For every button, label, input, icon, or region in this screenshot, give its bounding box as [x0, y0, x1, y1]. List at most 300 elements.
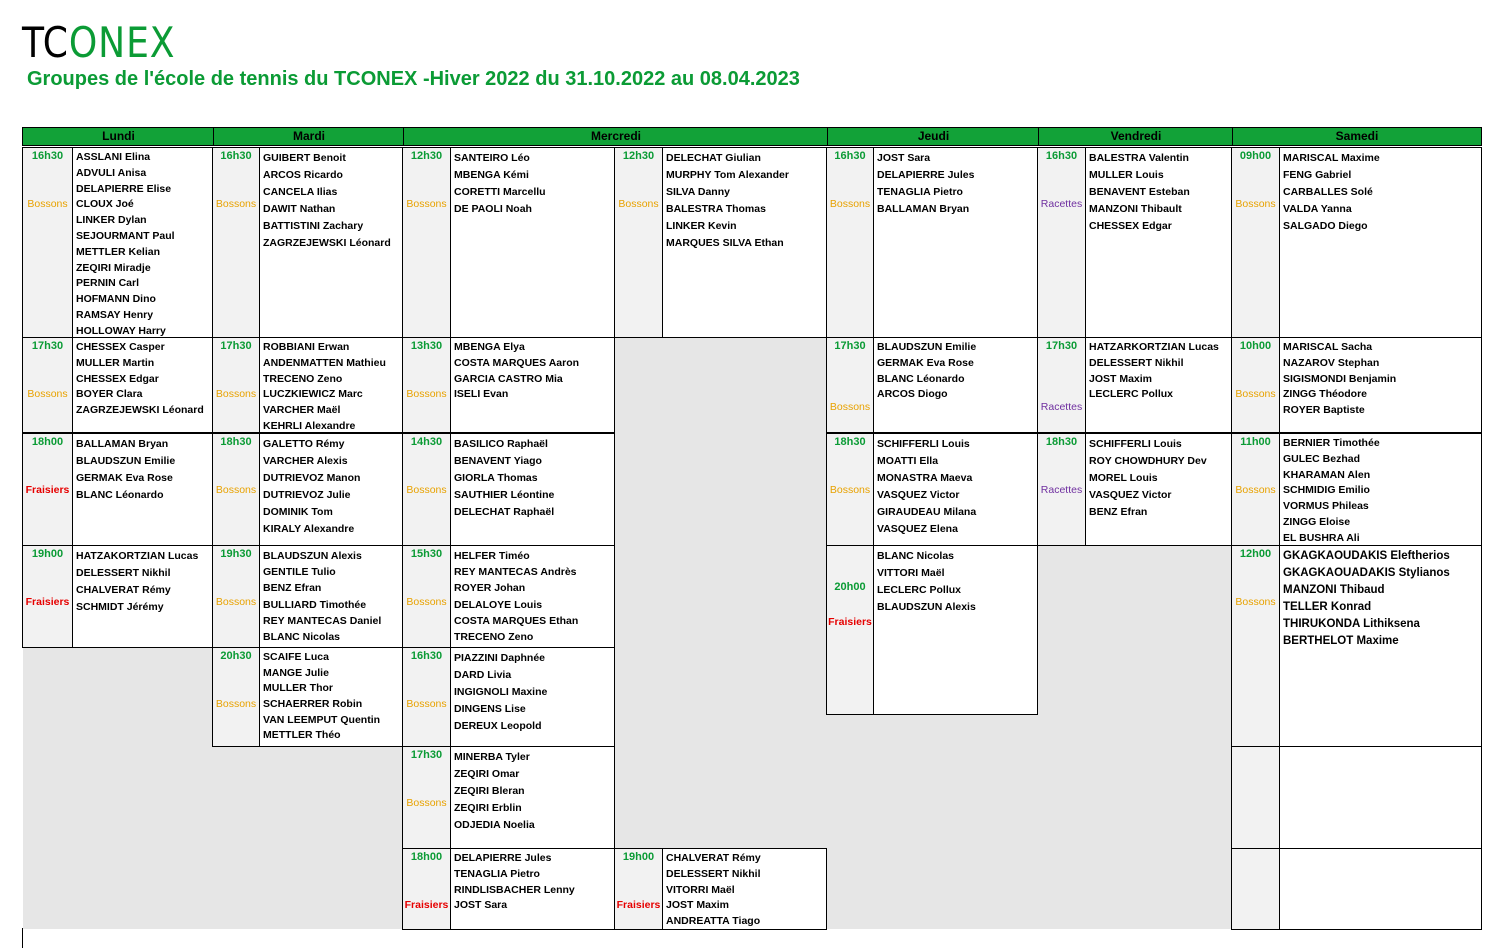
time-label: 19h00: [31, 548, 64, 560]
group-cell-mardi-17h30: [212, 337, 403, 433]
empty-area-lundi: [23, 647, 213, 929]
player-name: BLAUDSZUN Alexis: [263, 550, 362, 562]
time-label: 18h30: [220, 436, 252, 448]
group-cell-samedi-empty: [1231, 746, 1482, 849]
player-name: DELAPIERRE Jules: [454, 852, 552, 864]
time-column: [1232, 849, 1280, 929]
location-label-bossons: Bossons: [215, 388, 257, 400]
time-label: 18h30: [834, 436, 866, 448]
time-label: 10h00: [1239, 340, 1272, 352]
player-name: JOST Sara: [877, 152, 931, 164]
player-list: [1089, 150, 1229, 235]
player-name: MULLER Louis: [1089, 169, 1164, 181]
player-name: COSTA MARQUES Aaron: [454, 356, 580, 369]
player-name: DELECHAT Raphaël: [454, 506, 555, 518]
player-name: INGIGNOLI Maxine: [454, 686, 548, 698]
time-label: 16h30: [410, 650, 443, 662]
time-label: 11h00: [1240, 436, 1271, 448]
location-label-bossons: Bossons: [406, 797, 447, 809]
player-name: CORETTI Marcellu: [454, 186, 546, 198]
location-label-fraisiers: Fraisiers: [828, 616, 872, 628]
time-label: 16h30: [834, 150, 866, 162]
player-name: HOFMANN Dino: [76, 293, 156, 306]
player-name: ZEQIRI Miradje: [76, 261, 151, 274]
group-cell-mardi-19h30: [212, 545, 403, 648]
player-name: VARCHER Alexis: [263, 455, 348, 467]
player-list: [666, 851, 824, 930]
group-cell-mercredi-19h00: [614, 848, 827, 930]
time-column: [23, 546, 73, 647]
player-name: DELAPIERRE Elise: [76, 182, 172, 195]
player-name: BLANC Nicolas: [263, 630, 341, 643]
time-label: 17h30: [410, 749, 443, 761]
player-list: [1089, 436, 1229, 521]
player-name: ROBBIANI Erwan: [263, 341, 350, 353]
player-name: REY MANTECAS Andrès: [454, 566, 577, 579]
player-list: [1283, 150, 1479, 235]
group-cell-lundi-18h00: [22, 433, 213, 546]
player-name: MOATTI Ella: [877, 455, 939, 467]
group-cell-mercredi-14h30: [402, 433, 615, 546]
player-name: MARQUES SILVA Ethan: [666, 237, 784, 249]
group-cell-mercredi-13h30: [402, 337, 615, 433]
time-column: [1232, 148, 1280, 337]
player-name: SAUTHIER Léontine: [454, 489, 555, 501]
location-label-racettes: Racettes: [1040, 484, 1083, 496]
player-name: BULLIARD Timothée: [263, 598, 367, 611]
player-name: MARISCAL Sacha: [1283, 341, 1373, 353]
player-name: SCHMIDT Jérémy: [76, 601, 164, 613]
time-label: 09h00: [1239, 150, 1272, 162]
player-list: [76, 150, 210, 338]
player-name: ROY CHOWDHURY Dev: [1089, 455, 1207, 467]
player-name: BENZ Efran: [263, 582, 322, 595]
player-name: HELFER Timéo: [454, 550, 530, 562]
time-column: [615, 849, 663, 929]
day-header-lundi: Lundi: [22, 127, 214, 146]
time-label: 17h30: [1045, 340, 1078, 352]
player-name: BOYER Clara: [76, 388, 143, 401]
time-label: 12h30: [410, 150, 443, 162]
tconex-logo: [22, 20, 175, 66]
time-label: 18h30: [1045, 436, 1078, 448]
group-cell-vendredi-18h30: [1037, 433, 1232, 546]
location-label-bossons: Bossons: [215, 198, 257, 210]
time-column: [1038, 338, 1086, 432]
player-name: SCHMIDIG Emilio: [1283, 484, 1370, 497]
player-list: [877, 150, 1035, 218]
group-cell-samedi-11h00: [1231, 433, 1482, 546]
player-name: DE PAOLI Noah: [454, 203, 532, 215]
player-name: VALDA Yanna: [1283, 203, 1352, 215]
time-label: 17h30: [31, 340, 64, 352]
player-list: [263, 650, 400, 744]
player-name: VASQUEZ Victor: [1089, 489, 1172, 501]
time-label: 19h00: [622, 851, 655, 863]
time-column: [403, 747, 451, 848]
player-name: DOMINIK Tom: [263, 506, 333, 518]
day-header-samedi: Samedi: [1232, 127, 1482, 146]
player-name: CANCELA Ilias: [263, 186, 338, 198]
time-column: [615, 148, 663, 337]
location-label-fraisiers: Fraisiers: [25, 484, 70, 496]
group-cell-lundi-17h30: [22, 337, 213, 433]
time-column: [213, 338, 260, 432]
player-name: CHESSEX Edgar: [76, 372, 159, 385]
location-label-bossons: Bossons: [215, 698, 257, 710]
location-label-bossons: Bossons: [406, 596, 447, 608]
player-name: BENAVENT Yiago: [454, 455, 542, 467]
player-name: VASQUEZ Victor: [877, 489, 960, 501]
time-column: [23, 338, 73, 432]
player-list: [877, 548, 1035, 616]
empty-area-vendredi: [1038, 545, 1232, 929]
player-list: [454, 851, 612, 914]
player-name: CHESSEX Casper: [76, 341, 165, 353]
player-name: PERNIN Carl: [76, 277, 140, 290]
time-column: [403, 849, 451, 929]
player-name: MULLER Thor: [263, 682, 333, 695]
group-cell-jeudi-16h30: [826, 147, 1038, 338]
player-list: [454, 548, 612, 645]
group-cell-mercredi-16h30: [402, 647, 615, 747]
player-name: GERMAK Eva Rose: [76, 472, 173, 484]
time-label: 12h00: [1239, 548, 1272, 560]
group-cell-mardi-18h30: [212, 433, 403, 546]
location-label-bossons: Bossons: [215, 596, 257, 608]
player-list: [454, 150, 612, 218]
location-label-bossons: Bossons: [829, 198, 871, 210]
player-name: VORMUS Phileas: [1283, 500, 1369, 513]
player-name: ZINGG Théodore: [1283, 388, 1367, 401]
location-label-bossons: Bossons: [829, 484, 871, 496]
time-column: [1038, 434, 1086, 545]
player-name: HOLLOWAY Harry: [76, 324, 166, 337]
player-list: [1283, 548, 1479, 650]
player-list: [263, 436, 400, 538]
player-name: JOST Maxim: [1089, 372, 1153, 385]
player-name: GENTILE Tulio: [263, 566, 336, 579]
player-name: CHESSEX Edgar: [1089, 220, 1172, 232]
player-name: GARCIA CASTRO Mia: [454, 372, 563, 385]
player-name: ASSLANI Elina: [76, 151, 151, 163]
player-name: ISELI Evan: [454, 388, 509, 401]
player-name: MURPHY Tom Alexander: [666, 169, 789, 181]
time-column: [213, 434, 260, 545]
time-column: [403, 648, 451, 746]
time-label: 16h30: [220, 150, 252, 162]
player-name: BLAUDSZUN Emilie: [76, 455, 176, 467]
location-label-fraisiers: Fraisiers: [404, 899, 449, 911]
time-column: [403, 546, 451, 647]
player-name: BENAVENT Esteban: [1089, 186, 1190, 198]
player-name: VARCHER Maël: [263, 404, 341, 417]
player-name: TENAGLIA Pietro: [877, 186, 963, 198]
player-name: ZAGRZEJEWSKI Léonard: [263, 237, 391, 249]
location-label-bossons: Bossons: [1235, 484, 1276, 496]
group-cell-jeudi-18h30: [826, 433, 1038, 546]
time-column: [1232, 338, 1280, 432]
player-name: LECLERC Pollux: [877, 584, 962, 596]
player-name: TELLER Konrad: [1283, 601, 1372, 613]
player-list: [454, 340, 612, 403]
player-name: EL BUSHRA Ali: [1283, 531, 1360, 544]
location-label-fraisiers: Fraisiers: [25, 596, 70, 608]
time-column: [1232, 434, 1280, 545]
location-label-bossons: Bossons: [1235, 388, 1276, 400]
player-name: GULEC Bezhad: [1283, 452, 1361, 465]
player-list: [877, 340, 1035, 403]
group-cell-lundi-19h00: [22, 545, 213, 648]
player-name: SCHIFFERLI Louis: [877, 438, 970, 450]
player-name: JOST Sara: [454, 899, 508, 912]
day-header-vendredi: Vendredi: [1038, 127, 1233, 146]
time-column: [827, 434, 874, 545]
player-name: BLANC Léonardo: [76, 489, 164, 501]
player-name: SCHIFFERLI Louis: [1089, 438, 1182, 450]
player-name: BALLAMAN Bryan: [877, 203, 970, 215]
player-name: MULLER Martin: [76, 356, 155, 369]
player-name: GUIBERT Benoit: [263, 152, 346, 164]
player-name: DUTRIEVOZ Manon: [263, 472, 361, 484]
player-name: MBENGA Kémi: [454, 169, 529, 181]
player-name: ZINGG Eloise: [1283, 515, 1351, 528]
player-name: ARCOS Ricardo: [263, 169, 343, 181]
player-name: CLOUX Joé: [76, 198, 134, 211]
player-name: DELECHAT Giulian: [666, 152, 761, 164]
player-name: MANZONI Thibault: [1089, 203, 1182, 215]
location-label-bossons: Bossons: [27, 388, 68, 400]
time-column: [23, 148, 73, 337]
player-list: [263, 150, 400, 252]
time-label: 15h30: [410, 548, 443, 560]
player-name: PIAZZINI Daphnée: [454, 652, 546, 664]
player-name: MOREL Louis: [1089, 472, 1158, 484]
player-name: SILVA Danny: [666, 186, 730, 198]
location-label-bossons: Bossons: [1235, 596, 1276, 608]
player-name: ZEQIRI Erblin: [454, 802, 522, 814]
player-list: [877, 436, 1035, 538]
player-name: MONASTRA Maeva: [877, 472, 973, 484]
player-list: [1283, 436, 1479, 546]
time-label: 12h30: [622, 150, 655, 162]
player-name: BENZ Efran: [1089, 506, 1148, 518]
player-name: LUCZKIEWICZ Marc: [263, 388, 363, 401]
player-name: GKAGKAOUADAKIS Stylianos: [1283, 567, 1450, 579]
group-cell-jeudi-17h30: [826, 337, 1038, 433]
player-name: ANDENMATTEN Mathieu: [263, 356, 386, 369]
day-header-jeudi: Jeudi: [827, 127, 1039, 146]
player-name: BLAUDSZUN Alexis: [877, 601, 976, 613]
player-name: HATZAKORTZIAN Lucas: [76, 550, 199, 562]
location-label-bossons: Bossons: [27, 198, 68, 210]
group-cell-mardi-20h30: [212, 647, 403, 747]
player-name: GIRAUDEAU Milana: [877, 506, 977, 518]
player-name: SIGISMONDI Benjamin: [1283, 372, 1397, 385]
player-name: REY MANTECAS Daniel: [263, 614, 382, 627]
time-column: [213, 148, 260, 337]
group-cell-mercredi-15h30: [402, 545, 615, 648]
player-name: DELESSERT Nikhil: [76, 567, 171, 579]
player-name: SCAIFE Luca: [263, 651, 329, 663]
player-list: [76, 548, 210, 616]
player-name: DINGENS Lise: [454, 703, 526, 715]
player-name: ROYER Baptiste: [1283, 404, 1365, 417]
time-column: [213, 546, 260, 647]
player-list: [666, 150, 824, 252]
time-label: 19h30: [220, 548, 252, 560]
player-name: MANZONI Thibaud: [1283, 584, 1385, 596]
player-name: VITTORI Maël: [877, 567, 945, 579]
location-label-bossons: Bossons: [618, 198, 659, 210]
player-name: THIRUKONDA Lithiksena: [1283, 618, 1420, 630]
player-name: DELALOYE Louis: [454, 598, 543, 611]
day-header-mercredi: Mercredi: [403, 127, 828, 146]
player-name: GALETTO Rémy: [263, 438, 345, 450]
player-name: KHARAMAN Alen: [1283, 468, 1371, 481]
player-name: VASQUEZ Elena: [877, 523, 958, 535]
player-name: GKAGKAOUDAKIS Eleftherios: [1283, 550, 1450, 562]
time-column: [403, 148, 451, 337]
group-cell-vendredi-16h30: [1037, 147, 1232, 338]
empty-area-jeudi: [827, 714, 1038, 929]
player-name: VAN LEEMPUT Quentin: [263, 713, 381, 726]
player-name: ZAGRZEJEWSKI Léonard: [76, 404, 204, 417]
player-list: [454, 436, 612, 521]
player-name: FENG Gabriel: [1283, 169, 1352, 181]
player-name: RINDLISBACHER Lenny: [454, 883, 575, 896]
player-name: TENAGLIA Pietro: [454, 867, 540, 880]
time-column: [827, 148, 874, 337]
logo-text-onex: ONEX: [68, 18, 176, 67]
page-title: Groupes de l'école de tennis du TCONEX -Hiver 2022 du 31.10.2022 au 08.04.2023: [27, 68, 800, 90]
player-name: VITORRI Maël: [666, 883, 735, 896]
player-list: [1089, 340, 1229, 403]
player-name: JOST Maxim: [666, 899, 730, 912]
time-label: 18h00: [410, 851, 443, 863]
time-column: [1038, 148, 1086, 337]
player-list: [454, 749, 612, 834]
player-name: MANGE Julie: [263, 666, 329, 679]
player-name: METTLER Théo: [263, 729, 341, 742]
player-name: BALESTRA Valentin: [1089, 152, 1189, 164]
player-name: MBENGA Elya: [454, 341, 525, 353]
time-label: 17h30: [220, 340, 252, 352]
player-name: SANTEIRO Léo: [454, 152, 530, 164]
player-name: KIRALY Alexandre: [263, 523, 355, 535]
player-name: RAMSAY Henry: [76, 308, 154, 321]
time-label: 16h30: [31, 150, 64, 162]
player-name: COSTA MARQUES Ethan: [454, 614, 579, 627]
group-cell-lundi-16h30: [22, 147, 213, 338]
player-name: TRECENO Zeno: [263, 372, 343, 385]
player-name: BLANC Nicolas: [877, 550, 955, 562]
time-label: 17h30: [834, 340, 866, 352]
player-name: CHALVERAT Rémy: [76, 584, 171, 596]
group-cell-samedi-12h00: [1231, 545, 1482, 747]
player-name: MARISCAL Maxime: [1283, 152, 1380, 164]
empty-area-mercredi: [614, 337, 827, 848]
player-name: HATZARKORTZIAN Lucas: [1089, 341, 1219, 353]
time-column: [827, 546, 874, 714]
player-list: [76, 340, 210, 419]
player-name: LINKER Dylan: [76, 214, 147, 227]
time-label: 16h30: [1045, 150, 1078, 162]
player-name: GERMAK Eva Rose: [877, 356, 974, 369]
player-list: [454, 650, 612, 735]
player-name: DELESSERT Nikhil: [1089, 356, 1184, 369]
player-name: ZEQIRI Bleran: [454, 785, 525, 797]
player-name: ODJEDIA Noelia: [454, 819, 535, 831]
location-label-bossons: Bossons: [829, 401, 871, 413]
time-label: 14h30: [410, 436, 443, 448]
player-name: ZEQIRI Omar: [454, 768, 520, 780]
player-list: [76, 436, 210, 504]
location-label-bossons: Bossons: [406, 388, 447, 400]
day-header-mardi: Mardi: [213, 127, 404, 146]
time-column: [403, 434, 451, 545]
empty-area-mardi: [213, 746, 403, 929]
player-list: [1283, 340, 1479, 419]
group-cell-samedi-10h00: [1231, 337, 1482, 433]
player-name: BATTISTINI Zachary: [263, 220, 364, 232]
location-label-bossons: Bossons: [406, 484, 447, 496]
location-label-bossons: Bossons: [215, 484, 257, 496]
player-name: ANDREATTA Tiago: [666, 915, 761, 928]
player-name: ROYER Johan: [454, 582, 526, 595]
player-name: DELAPIERRE Jules: [877, 169, 975, 181]
group-cell-mercredi-12h30: [402, 147, 615, 338]
player-name: DELESSERT Nikhil: [666, 867, 761, 880]
logo-text-tc: TC: [22, 18, 69, 67]
player-name: LECLERC Pollux: [1089, 388, 1174, 401]
player-name: LINKER Kevin: [666, 220, 737, 232]
time-column: [403, 338, 451, 432]
group-cell-mercredi-17h30: [402, 746, 615, 849]
player-name: KEHRLI Alexandre: [263, 419, 356, 432]
player-name: DARD Livia: [454, 669, 512, 681]
player-name: BALESTRA Thomas: [666, 203, 766, 215]
player-name: BLAUDSZUN Emilie: [877, 341, 977, 353]
location-label-bossons: Bossons: [406, 198, 447, 210]
time-label: 18h00: [31, 436, 64, 448]
time-label: 20h00: [834, 581, 866, 593]
player-name: DUTRIEVOZ Julie: [263, 489, 351, 501]
group-cell-samedi-09h00: [1231, 147, 1482, 338]
player-name: SEJOURMANT Paul: [76, 229, 175, 242]
location-label-racettes: Racettes: [1040, 401, 1083, 413]
player-list: [263, 548, 400, 645]
player-name: BERNIER Timothée: [1283, 437, 1380, 449]
player-name: DEREUX Leopold: [454, 720, 542, 732]
player-name: BERTHELOT Maxime: [1283, 635, 1399, 647]
time-label: 20h30: [220, 650, 252, 662]
table-edge-line: [22, 928, 23, 948]
time-column: [23, 434, 73, 545]
player-name: BLANC Léonardo: [877, 372, 965, 385]
player-name: GIORLA Thomas: [454, 472, 538, 484]
group-cell-mercredi-12h30: [614, 147, 827, 338]
time-column: [827, 338, 874, 432]
player-name: DAWIT Nathan: [263, 203, 336, 215]
group-cell-mardi-16h30: [212, 147, 403, 338]
player-name: NAZAROV Stephan: [1283, 356, 1380, 369]
location-label-racettes: Racettes: [1040, 198, 1083, 210]
location-label-bossons: Bossons: [1235, 198, 1276, 210]
player-name: SALGADO Diego: [1283, 220, 1368, 232]
location-label-fraisiers: Fraisiers: [616, 899, 661, 911]
player-name: METTLER Kelian: [76, 245, 161, 258]
